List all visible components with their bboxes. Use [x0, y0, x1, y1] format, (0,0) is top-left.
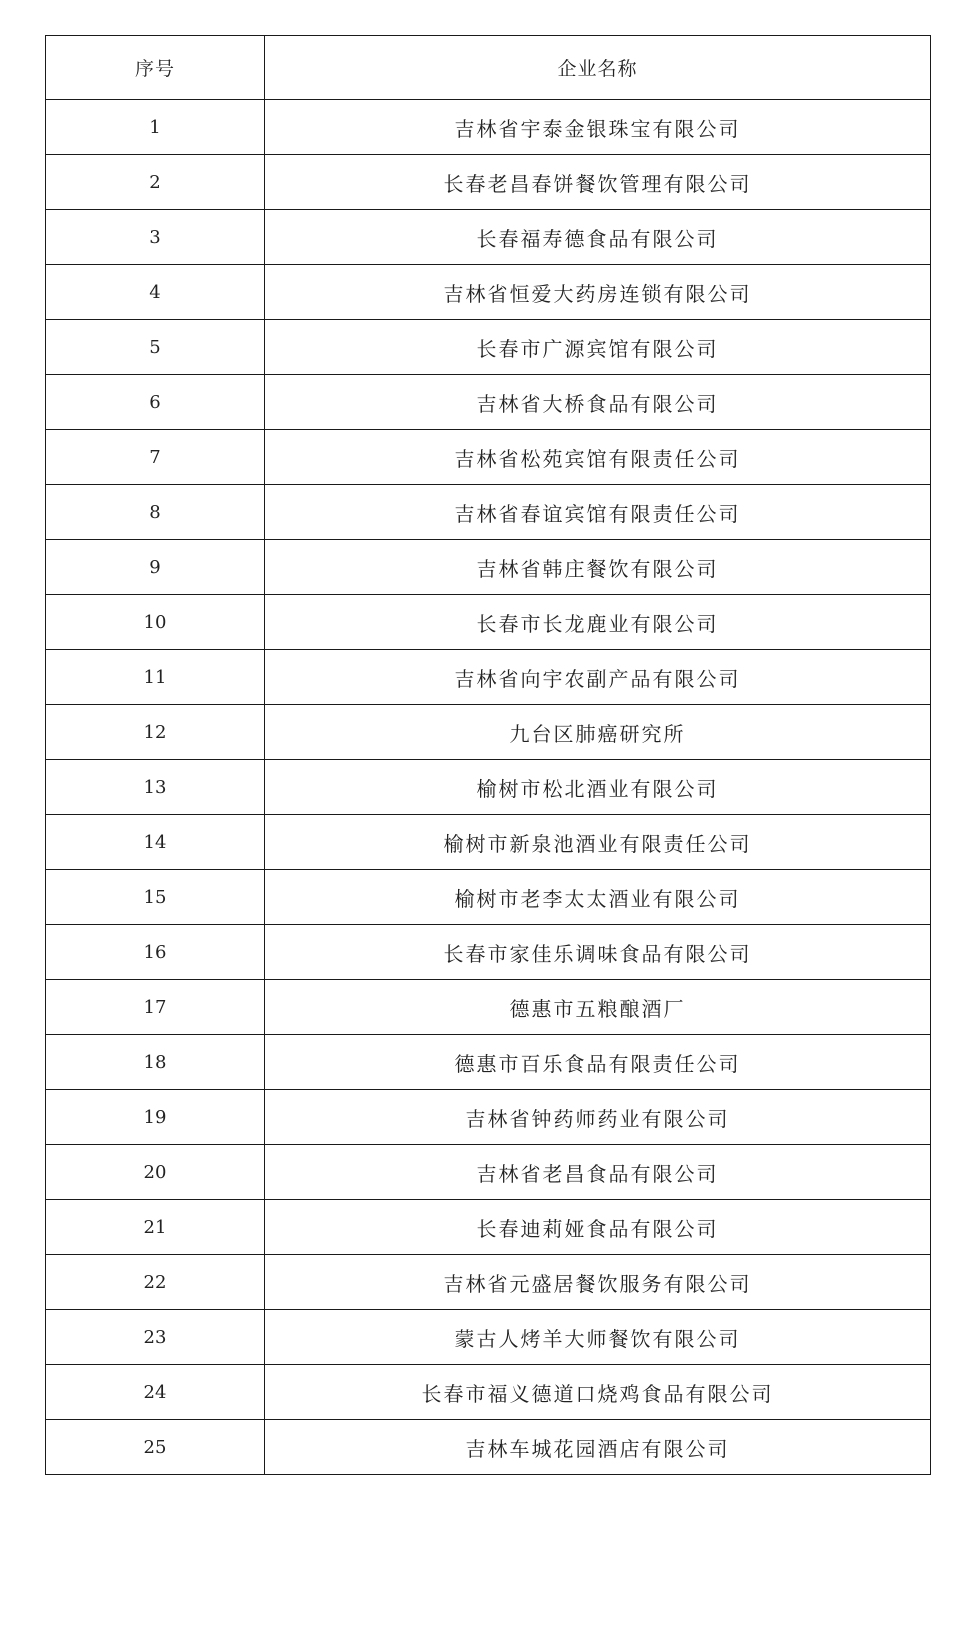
row-index: 25	[46, 1420, 265, 1475]
table-row	[46, 430, 931, 485]
row-index: 1	[46, 100, 265, 155]
company-name: 吉林省韩庄餐饮有限公司	[265, 540, 931, 595]
table-header	[46, 36, 931, 100]
company-name: 吉林省恒爱大药房连锁有限公司	[265, 265, 931, 320]
row-index: 24	[46, 1365, 265, 1420]
row-index: 21	[46, 1200, 265, 1255]
table-row	[46, 155, 931, 210]
row-index: 20	[46, 1145, 265, 1200]
table-body	[46, 100, 931, 1475]
company-name: 榆树市老李太太酒业有限公司	[265, 870, 931, 925]
row-index: 4	[46, 265, 265, 320]
table-row	[46, 650, 931, 705]
header-index: 序号	[46, 36, 265, 100]
header-company-name: 企业名称	[265, 36, 931, 100]
row-index: 6	[46, 375, 265, 430]
company-name: 长春市家佳乐调味食品有限公司	[265, 925, 931, 980]
table-row	[46, 100, 931, 155]
company-list-table	[45, 35, 931, 1475]
row-index: 16	[46, 925, 265, 980]
table-row	[46, 485, 931, 540]
table-row	[46, 375, 931, 430]
company-name: 吉林省宇泰金银珠宝有限公司	[265, 100, 931, 155]
company-name: 吉林省老昌食品有限公司	[265, 1145, 931, 1200]
table-row	[46, 925, 931, 980]
table-row	[46, 760, 931, 815]
row-index: 17	[46, 980, 265, 1035]
company-name: 吉林省松苑宾馆有限责任公司	[265, 430, 931, 485]
row-index: 12	[46, 705, 265, 760]
table-row	[46, 815, 931, 870]
company-name: 榆树市新泉池酒业有限责任公司	[265, 815, 931, 870]
company-name: 长春市长龙鹿业有限公司	[265, 595, 931, 650]
row-index: 2	[46, 155, 265, 210]
company-name: 长春老昌春饼餐饮管理有限公司	[265, 155, 931, 210]
row-index: 5	[46, 320, 265, 375]
table-row	[46, 320, 931, 375]
row-index: 22	[46, 1255, 265, 1310]
company-name: 九台区肺癌研究所	[265, 705, 931, 760]
company-name: 榆树市松北酒业有限公司	[265, 760, 931, 815]
row-index: 23	[46, 1310, 265, 1365]
row-index: 10	[46, 595, 265, 650]
company-name: 长春福寿德食品有限公司	[265, 210, 931, 265]
row-index: 19	[46, 1090, 265, 1145]
table-row	[46, 1255, 931, 1310]
row-index: 15	[46, 870, 265, 925]
row-index: 9	[46, 540, 265, 595]
company-name: 吉林省元盛居餐饮服务有限公司	[265, 1255, 931, 1310]
table-row	[46, 1310, 931, 1365]
table-row	[46, 1145, 931, 1200]
header-row	[46, 36, 931, 100]
table-row	[46, 540, 931, 595]
company-name: 长春市福义德道口烧鸡食品有限公司	[265, 1365, 931, 1420]
company-name: 长春迪莉娅食品有限公司	[265, 1200, 931, 1255]
company-name: 吉林省大桥食品有限公司	[265, 375, 931, 430]
company-name: 德惠市五粮酿酒厂	[265, 980, 931, 1035]
row-index: 13	[46, 760, 265, 815]
table-row	[46, 265, 931, 320]
table-row	[46, 595, 931, 650]
table-row	[46, 1200, 931, 1255]
table-row	[46, 980, 931, 1035]
company-name: 吉林省春谊宾馆有限责任公司	[265, 485, 931, 540]
row-index: 8	[46, 485, 265, 540]
company-name: 吉林省钟药师药业有限公司	[265, 1090, 931, 1145]
row-index: 18	[46, 1035, 265, 1090]
company-name: 德惠市百乐食品有限责任公司	[265, 1035, 931, 1090]
row-index: 14	[46, 815, 265, 870]
row-index: 7	[46, 430, 265, 485]
company-name: 蒙古人烤羊大师餐饮有限公司	[265, 1310, 931, 1365]
company-name: 吉林车城花园酒店有限公司	[265, 1420, 931, 1475]
table-row	[46, 705, 931, 760]
table-row	[46, 1420, 931, 1475]
row-index: 3	[46, 210, 265, 265]
table-row	[46, 1090, 931, 1145]
table-row	[46, 1365, 931, 1420]
row-index: 11	[46, 650, 265, 705]
table-row	[46, 1035, 931, 1090]
company-name: 长春市广源宾馆有限公司	[265, 320, 931, 375]
company-name: 吉林省向宇农副产品有限公司	[265, 650, 931, 705]
table-row	[46, 210, 931, 265]
table-row	[46, 870, 931, 925]
